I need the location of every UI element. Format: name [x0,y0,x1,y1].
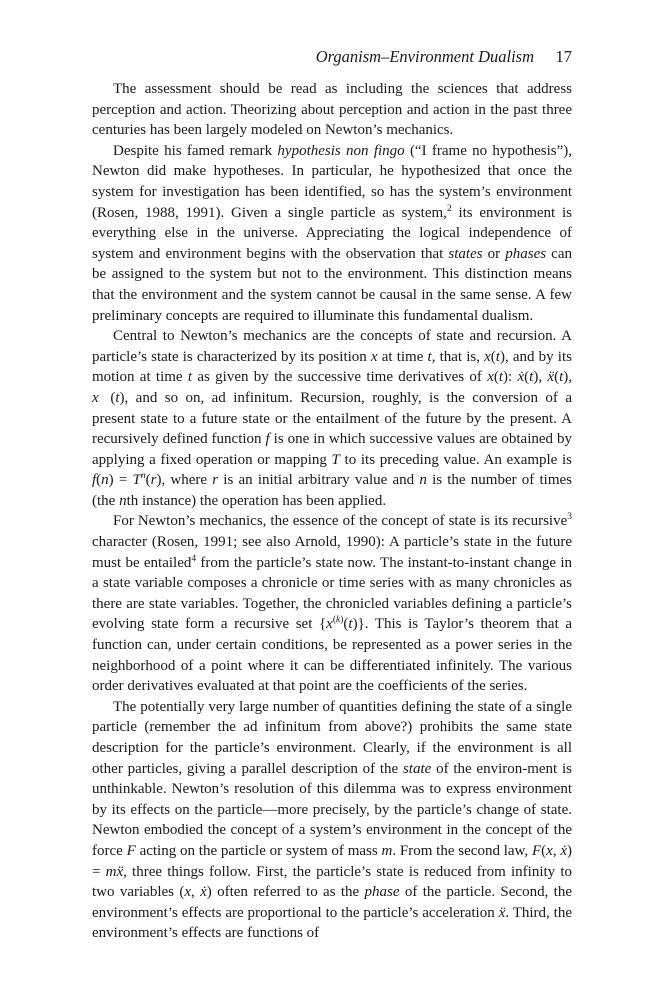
body-text [92,79,572,944]
page-number: 17 [555,47,572,66]
paragraph-environment-force: The potentially very large number of quantities defining the state of a single particle (remember the ad infinitum from above?) prohibits the same state description for the particle’s environment. Clearly, if the environment is all other particles, giving a parallel description of the state of the environ-ment is unthinkable. Newton’s resolution of this dilemma was to express environment by its effects on the particle—more precisely, by the particle’s change of state. Newton embodied the concept of a system’s environment in the concept of the force F acting on the particle or system of mass m. From the second law, F(x, ẋ) = mẍ, three things follow. First, the particle’s state is reduced from infinity to two variables (x, ẋ) often referred to as the phase of the particle. Second, the environment’s effects are proportional to the particle’s acceleration ẍ. Third, the environment’s effects are functions of [92,698,573,942]
running-head [92,46,572,68]
paragraph-recursive-state: For Newton’s mechanics, the essence of the concept of state is its recursive$^3$ character (Rosen, 1991; see also Arnold, 1990): A particle’s state in the future must be entailed$^4$ from the particle’s state now. The instant-to-instant change in a state variable composes a chronicle or time series with as many chronicles as there are state variables. Together, the chronicled variables defining a particle’s evolving state form a recursive set $\{x^{(k)}(t)\}$. This is Taylor’s theorem that a function can, under certain conditions, be represented as a power series in the neighborhood of a point where it can be differentiated infinitely. The various order derivatives evaluated at that point are the coefficients of the series. [92,512,572,695]
paragraph-assessment: The assessment should be read as including the sciences that address perception and action. Theorizing about perception and action in the past three centuries has been largely modeled on Newton’s mechanics. [92,81,572,139]
paragraph-state-recursion: Central to Newton’s mechanics are the concepts of state and recursion. A particle’s state is characterized by its position x at time t, that is, x(t), and by its motion at time t as given by the successive time derivatives of x(t): ẋ(t), ẍ(t), x⃛(t), and so on, ad infinitum. Recursion, roughly, is the conversion of a present state to a future state or the entailment of the future by the present. A recursively defined function f is one in which successive values are obtained by applying a fixed operation or mapping T to its preceding value. An example is $f(n) = T^n(r)$, where r is an initial arbitrary value and n is the number of times (the nth instance) the operation has been applied. [92,328,573,509]
running-title: Organism–Environment Dualism [315,47,534,66]
paragraph-hypothesis: Despite his famed remark hypothesis non fingo (“I frame no hypothesis”), Newton did make hypotheses. In particular, he hypothesized that once the system for investigation has been identified, so has the system’s environment (Rosen, 1988, 1991). Given a single particle as system,$^2$ its environment is everything else in the universe. Appreciating the logical independence of system and environment begins with the observation that states or phases can be assigned to the system but not to the environment. This distinction means that the environment and the system cannot be causal in the same sense. A few preliminary concepts are required to illuminate this fundamental dualism. [92,142,572,324]
